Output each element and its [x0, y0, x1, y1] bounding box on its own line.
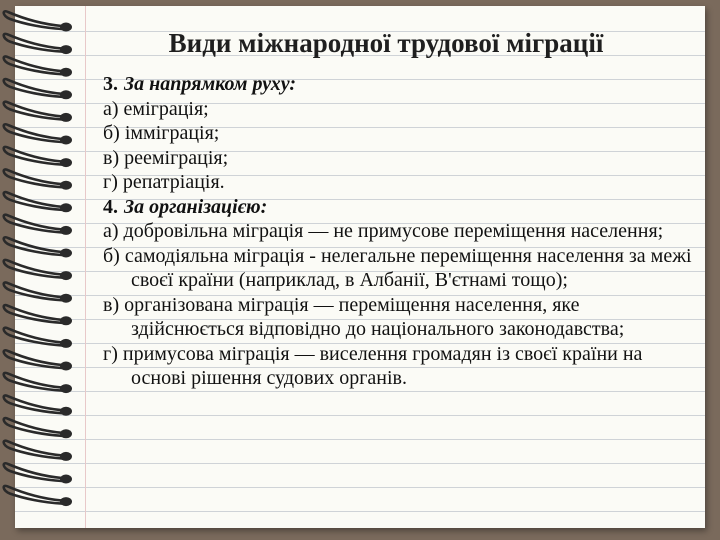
page-margin-line — [85, 6, 86, 528]
list-item: в) організована міграція — переміщення населення, яке здійснюється відповідно до національного законодавства; — [103, 293, 625, 340]
section-number: 3. — [103, 73, 118, 95]
slide-content — [103, 72, 693, 391]
section-heading-text: За організацією: — [124, 195, 268, 218]
section-number: 4. — [103, 195, 118, 218]
section-heading — [103, 195, 693, 220]
list-item: г) репатріація. — [103, 171, 225, 193]
section-heading — [103, 72, 693, 97]
list-item: а) добровільна міграція — не примусове переміщення населення; — [103, 220, 664, 242]
list-item: б) самодіяльна міграція - нелегальне переміщення населення за межі своєї країни (наприклад, в Албанії, В'єтнамі тощо); — [103, 244, 692, 291]
list-item: а) еміграція; — [103, 97, 209, 120]
list-item: б) імміграція; — [103, 122, 220, 144]
section-direction — [103, 72, 693, 195]
notebook-page — [15, 6, 705, 528]
section-heading-text: За напрямком руху: — [124, 73, 297, 95]
list-item: в) рееміграція; — [103, 146, 229, 169]
slide-title: Види міжнародної трудової міграції — [168, 28, 604, 58]
section-organization — [103, 195, 693, 391]
list-item: г) примусова міграція — виселення громадян із своєї країни на основі рішення судових органів. — [103, 342, 643, 389]
